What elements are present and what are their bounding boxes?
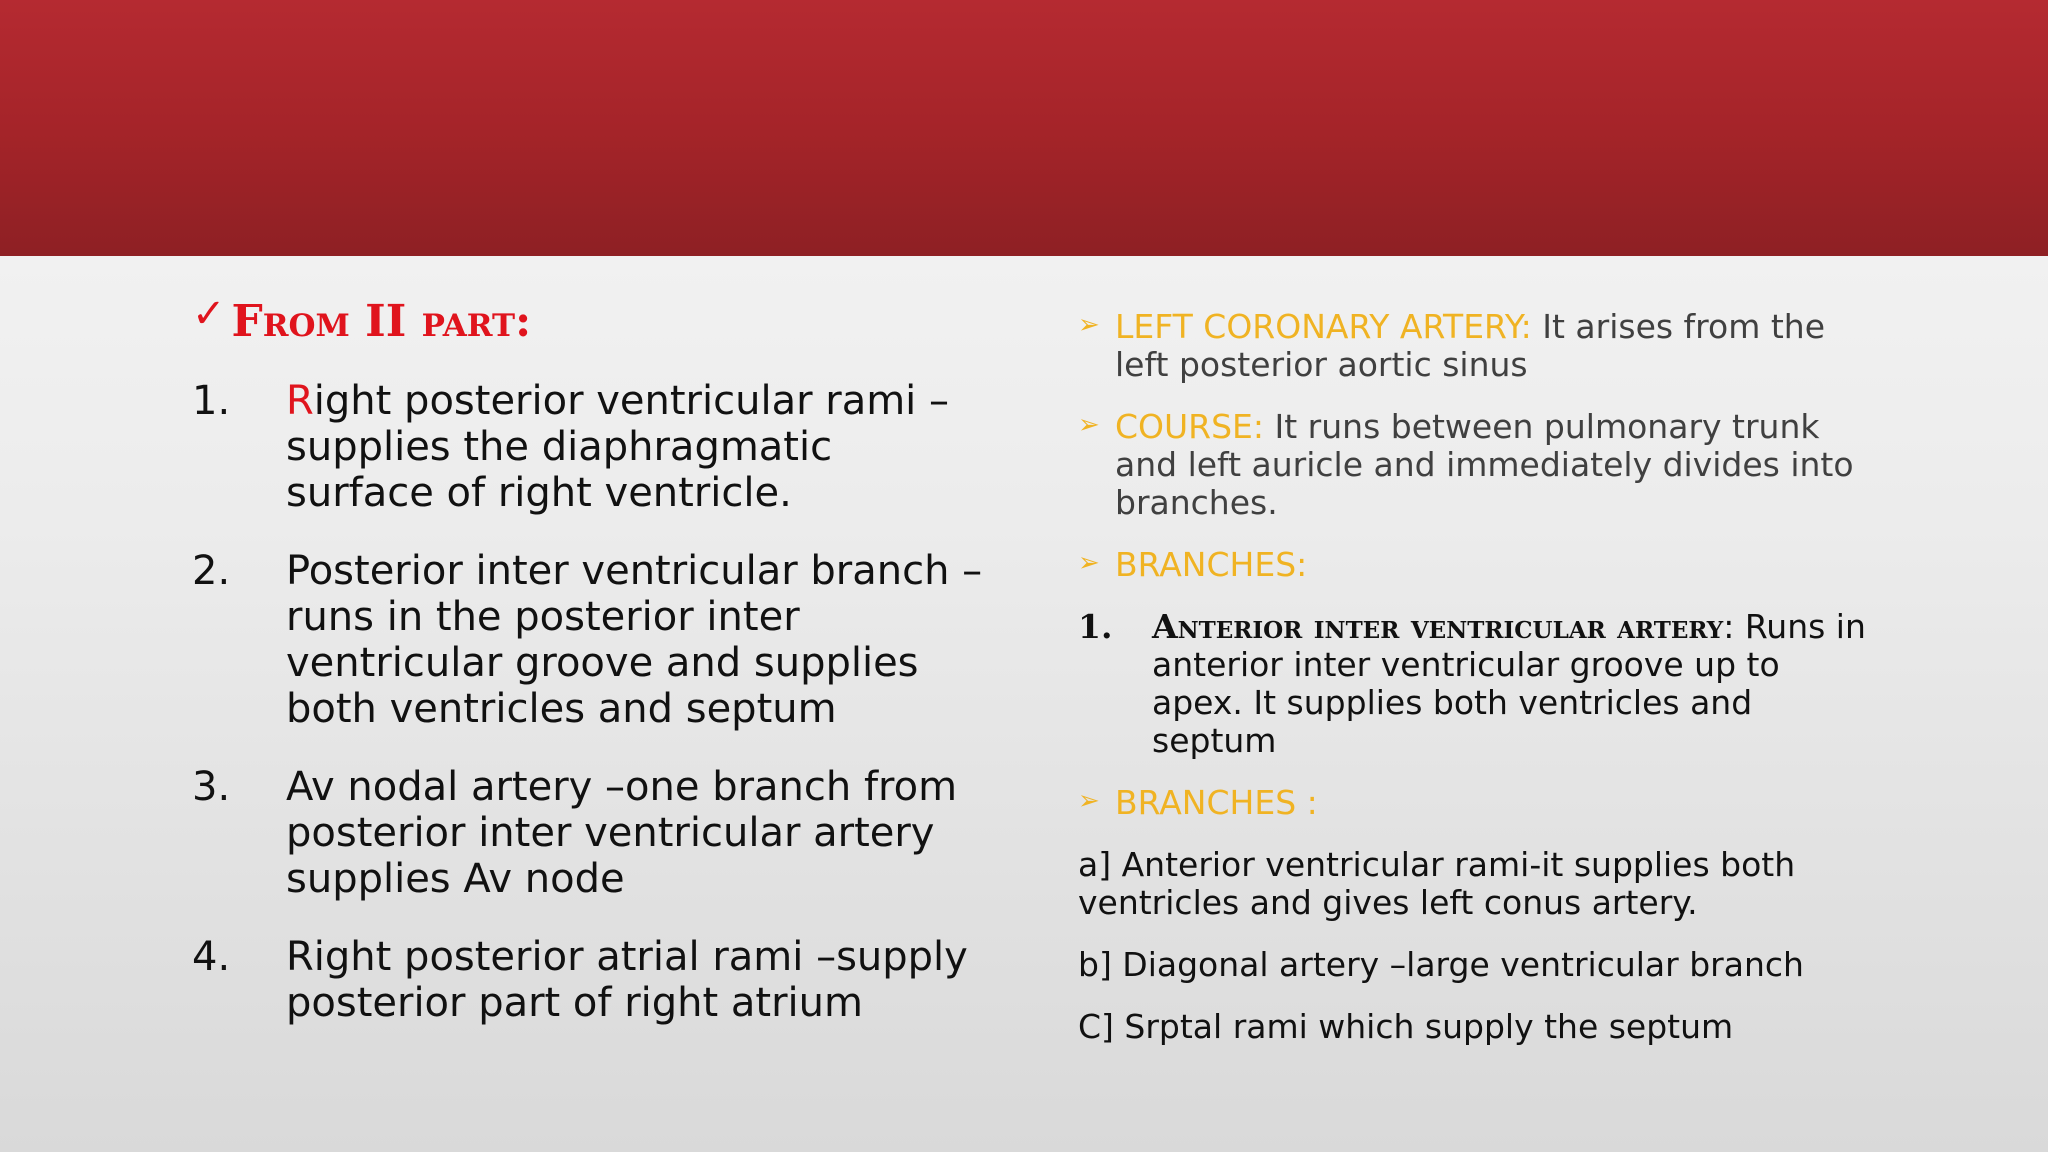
arrow-bullet-icon: ➢ [1078, 548, 1100, 578]
artery-description: : Runs in anterior inter ventricular groove up to apex. It supplies both ventricles and septum [1152, 607, 1866, 760]
bullet-text [1115, 308, 1878, 384]
list-text: Av nodal artery –one branch from posterior inter ventricular artery supplies Av node [286, 764, 958, 902]
section-heading-text: From II part: [231, 296, 532, 347]
list-item [1078, 608, 1878, 760]
list-item [192, 378, 992, 516]
arrow-bullet-icon: ➢ [1078, 410, 1100, 440]
list-number: 2. [192, 548, 231, 594]
list-item [192, 934, 992, 1026]
sub-item-c: C] Srptal rami which supply the septum [1078, 1007, 1734, 1046]
left-column [192, 291, 992, 1058]
list-text: Right posterior atrial rami –supply posterior part of right atrium [286, 934, 968, 1026]
bullet-label: BRANCHES : [1115, 783, 1318, 822]
bullet-item [1078, 546, 1878, 584]
list-item [192, 764, 992, 902]
list-text [1152, 608, 1878, 760]
check-icon: ✓ [192, 291, 226, 337]
bullet-label: LEFT CORONARY ARTERY: [1115, 307, 1532, 346]
bullet-text [1115, 408, 1878, 522]
list-number: 4. [192, 934, 231, 980]
sub-item-a: a] Anterior ventricular rami-it supplies both ventricles and gives left conus artery. [1078, 845, 1796, 922]
list-text [286, 378, 992, 516]
list-number: 1. [192, 378, 231, 424]
right-column [1078, 308, 1878, 1070]
title-banner [0, 0, 2048, 256]
arrow-bullet-icon: ➢ [1078, 786, 1100, 816]
arrow-bullet-icon: ➢ [1078, 310, 1100, 340]
bullet-label: BRANCHES: [1115, 545, 1308, 584]
list-number: 1. [1078, 607, 1113, 646]
bullet-item [1078, 308, 1878, 384]
drop-letter: R [286, 378, 314, 424]
bullet-item [1078, 408, 1878, 522]
list-text: Posterior inter ventricular branch –runs in the posterior inter ventricular groove and supplies both ventricles and septum [286, 548, 983, 732]
bullet-label: COURSE: [1115, 407, 1265, 446]
bullet-body: It runs between pulmonary trunk and left auricle and immediately divides into branches. [1115, 407, 1854, 522]
list-text-rest: ight posterior ventricular rami –supplies the diaphragmatic surface of right ventricle. [286, 378, 949, 516]
section-heading [192, 291, 992, 347]
bullet-item [1078, 784, 1878, 822]
list-item [192, 548, 992, 732]
list-number: 3. [192, 764, 231, 810]
bullet-body: It arises from the left posterior aortic sinus [1115, 307, 1825, 384]
sub-item-b: b] Diagonal artery –large ventricular branch [1078, 945, 1804, 984]
artery-title: Anterior inter ventricular artery [1152, 607, 1724, 646]
